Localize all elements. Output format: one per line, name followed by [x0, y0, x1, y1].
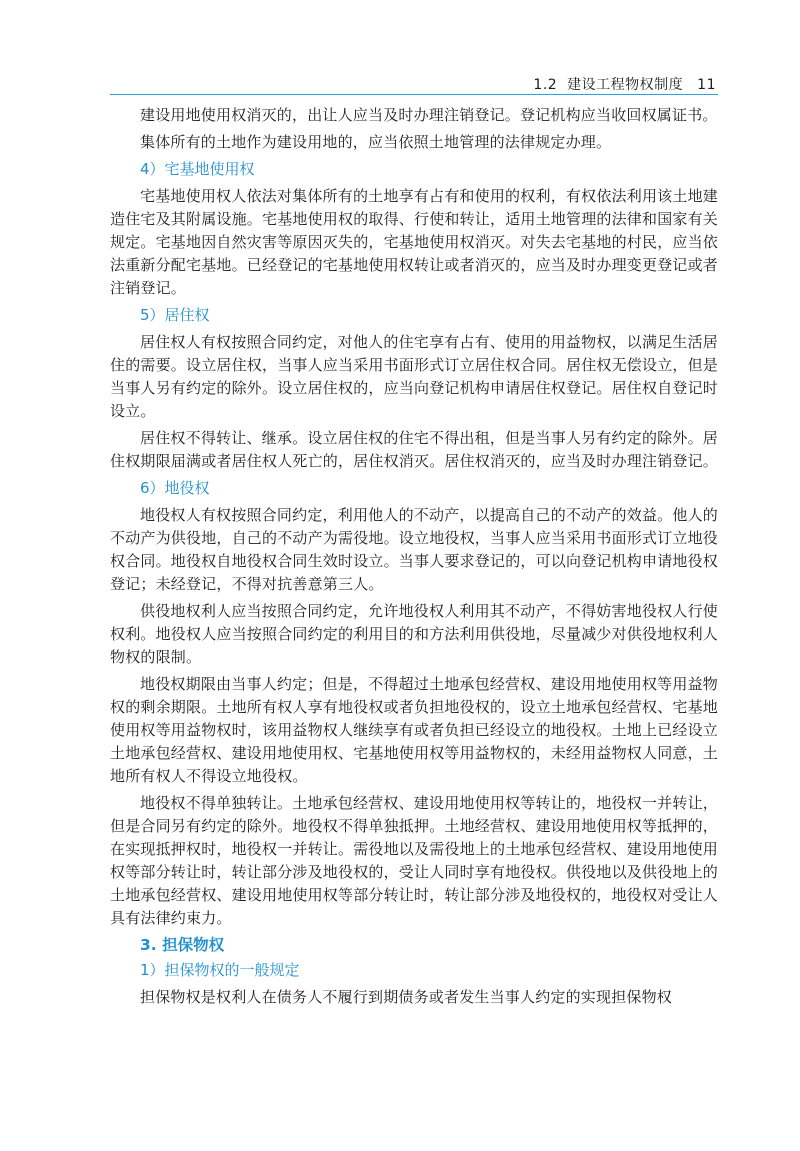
paragraph: 集体所有的土地作为建设用地的，应当依照土地管理的法律规定办理。	[140, 133, 612, 151]
subheading-homestead: 4）宅基地使用权	[140, 160, 255, 178]
paragraph: 居住权不得转让、继承。设立居住权的住宅不得出租，但是当事人另有约定的除外。居住权期限届满或者居住权人死亡的，居住权消灭。居住权消灭的，应当及时办理注销登记。	[110, 429, 719, 470]
subheading-residence: 5）居住权	[140, 306, 210, 324]
paragraph: 居住权人有权按照合同约定，对他人的住宅享有占有、使用的用益物权，以满足生活居住的需要。设立居住权，当事人应当采用书面形式订立居住权合同。居住权无偿设立，但是当事人另有约定的除外。设立居住权的，应当向登记机构申请居住权登记。居住权自登记时设立。	[110, 333, 719, 420]
paragraph: 地役权期限由当事人约定；但是，不得超过土地承包经营权、建设用地使用权等用益物权的剩余期限。土地所有权人享有地役权或者负担地役权的，设立土地承包经营权、宅基地使用权等用益物权时，该用益物权人继续享有或者负担已经设立的地役权。土地上已经设立土地承包经营权、建设用地使用权、宅基地使用权等用益物权的，未经用益物权人同意，土地所有权人不得设立地役权。	[110, 675, 719, 785]
paragraph: 担保物权是权利人在债务人不履行到期债务或者发生当事人约定的实现担保物权	[140, 988, 673, 1006]
running-header	[110, 72, 718, 95]
paragraph: 地役权人有权按照合同约定，利用他人的不动产，以提高自己的不动产的效益。他人的不动产为供役地，自己的不动产为需役地。设立地役权，当事人应当采用书面形式订立地役权合同。地役权自地役权合同生效时设立。当事人要求登记的，可以向登记机构申请地役权登记；未经登记，不得对抗善意第三人。	[110, 506, 719, 593]
subheading-general-provisions: 1）担保物权的一般规定	[140, 961, 300, 979]
paragraph: 地役权不得单独转让。土地承包经营权、建设用地使用权等转让的，地役权一并转让，但是合同另有约定的除外。地役权不得单独抵押。土地经营权、建设用地使用权等抵押的，在实现抵押权时，地役权一并转让。需役地以及需役地上的土地承包经营权、建设用地使用权等部分转让时，转让部分涉及地役权的，受让人同时享有地役权。供役地以及供役地上的土地承包经营权、建设用地使用权等部分转让时，转让部分涉及地役权的，地役权对受让人具有法律约束力。	[110, 794, 719, 927]
section-heading-security-rights: 3. 担保物权	[140, 936, 225, 954]
page-body	[110, 104, 718, 1013]
header-section-title: 建设工程物权制度	[567, 77, 684, 93]
paragraph: 建设用地使用权消灭的，出让人应当及时办理注销登记。登记机构应当收回权属证书。	[140, 106, 718, 124]
header-text	[533, 74, 716, 94]
paragraph: 宅基地使用权人依法对集体所有的土地享有占有和使用的权利，有权依法利用该土地建造住宅及其附属设施。宅基地使用权的取得、行使和转让，适用土地管理的法律和国家有关规定。宅基地因自然灾害等原因灭失的，宅基地使用权消灭。对失去宅基地的村民，应当依法重新分配宅基地。已经登记的宅基地使用权转让或者消灭的，应当及时办理变更登记或者注销登记。	[110, 187, 719, 297]
paragraph: 供役地权利人应当按照合同约定，允许地役权人利用其不动产，不得妨害地役权人行使权利。地役权人应当按照合同约定的利用目的和方法利用供役地，尽量减少对供役地权利人物权的限制。	[110, 602, 719, 666]
page-number: 11	[697, 77, 716, 93]
header-section-number: 1.2	[533, 77, 558, 93]
subheading-easement: 6）地役权	[140, 479, 210, 497]
